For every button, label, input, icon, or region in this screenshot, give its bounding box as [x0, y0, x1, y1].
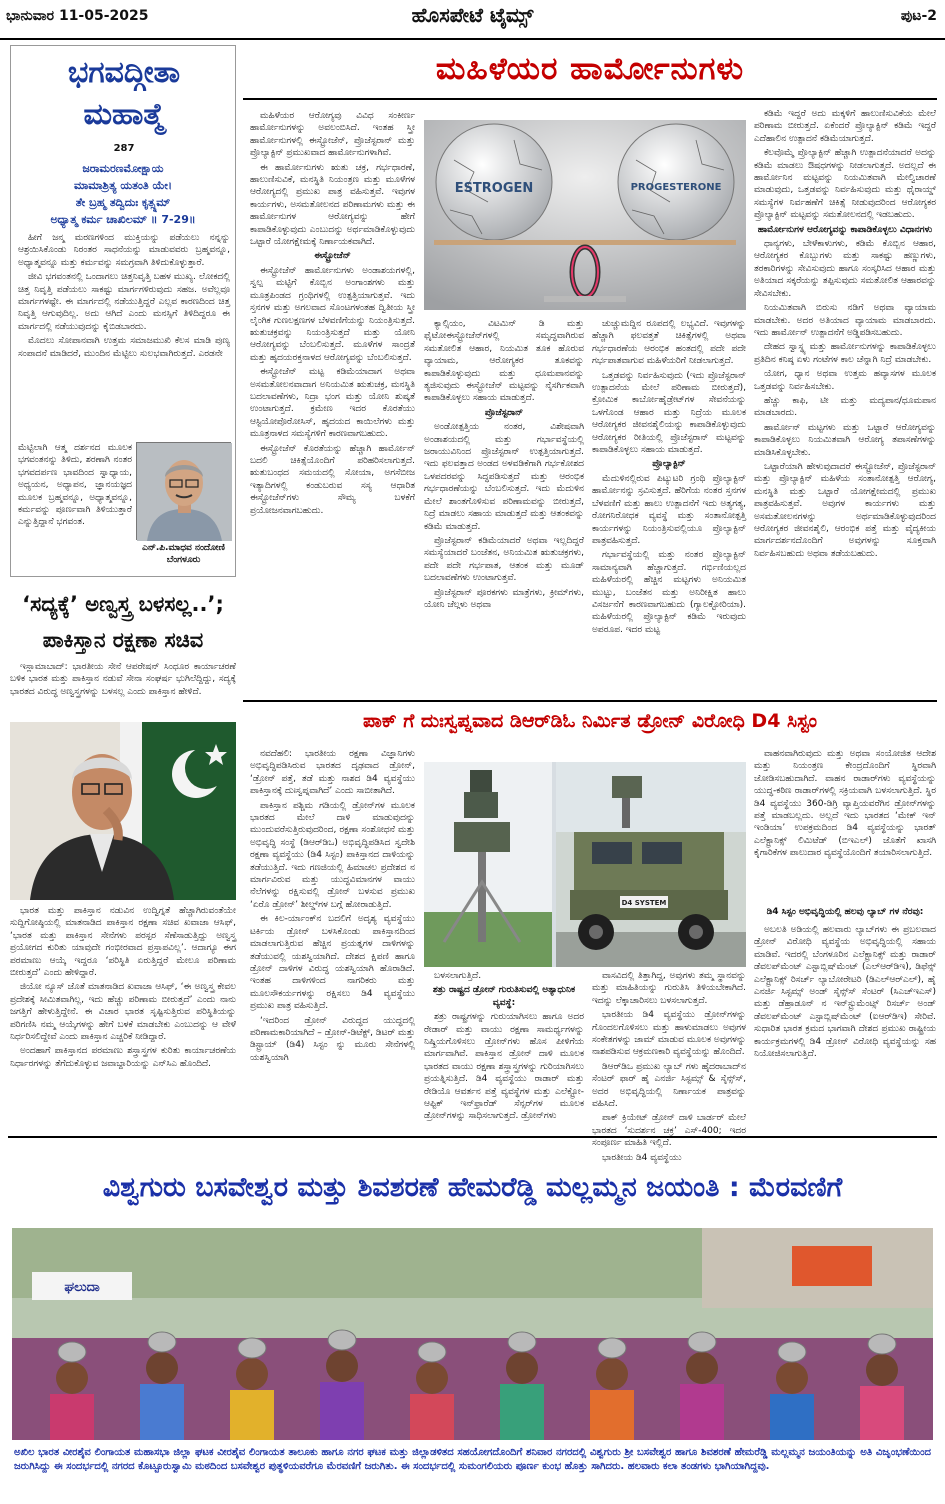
basava-jayanti-headline: ವಿಶ್ವಗುರು ಬಸವೇಶ್ವರ ಮತ್ತು ಶಿವಶರಣೆ ಹೇಮರೆಡ್ಡಿ ಮಲ್ಲಮ್ಮನ ಜಯಂತಿ : ಮೆರವಣಿಗೆ	[102, 1172, 843, 1203]
paragraph: ಕೆಲವೊಮ್ಮೆ ಪ್ರೊಲ್ಯಾಕ್ಟಿನ್ ಹೆಚ್ಚಾಗಿ ಉತ್ಪಾದನೆಯಾದರೆ ಅದನ್ನು ಕಡಿಮೆ ಮಾಡಲು ಔಷಧಗಳನ್ನು ನೀಡಲಾಗುತ್ತದೆ. ಅದಲ್ಲದೆ ಈ ಹಾರ್ಮೋನಿನ ಮಟ್ಟವನ್ನು ನಿಯಮಿತವಾಗಿ ಮೇಲ್ವಿಚಾರಣೆ ಮಾಡುವುದು, ಒತ್ತಡವನ್ನು ನಿರ್ವಹಿಸುವುದು ಮತ್ತು ಥೈರಾಯ್ಡ್ ಸಮಸ್ಯೆಗಳ ನಿರ್ವಹಣೆಗೆ ಚಿಕಿತ್ಸೆ ನೀಡುವುದರಿಂದ ಆರೋಗ್ಯಕರ ಪ್ರೊಲ್ಯಾಕ್ಟಿನ್ ಮಟ್ಟವನ್ನು ಸಮತೋಲನದಲ್ಲಿ ಇಡಬಹುದು.	[754, 148, 936, 221]
paragraph: ಪ್ರೊಜೆಸ್ಟರಾನ್ ಕಡಿಮೆಯಾದರೆ ಅಥವಾ ಇಲ್ಲದಿದ್ದರೆ ಸಮಸ್ಯೆಯಾದರೆ ಬಂಜೆತನ, ಅನಿಯಮಿತ ಋತುಚಕ್ರಗಳು, ಪದೇ ಪದೇ ಗರ್ಭಪಾತ, ಆತಂಕ ಮತ್ತು ಮೂಡ್ ಬದಲಾವಣೆಗಳು ಉಂಟಾಗುತ್ತವೆ.	[424, 535, 584, 584]
verse-line: ಅಧ್ಯಾತ್ಮ ಕರ್ಮ ಚಾಖಿಲಮ್ ॥ 7-29॥	[50, 213, 196, 226]
paragraph: ಮಹಿಳೆಯರ ಆರೋಗ್ಯವು ವಿವಿಧ ಸಂಕೀರ್ಣ ಹಾರ್ಮೋನುಗಳನ್ನು ಅವಲಂಬಿಸಿದೆ. ಇಂತಹ ಸ್ತ್ರೀ ಹಾರ್ಮೋನುಗಳಲ್ಲಿ ಈಸ್ಟ್ರೋಜೆನ್, ಪ್ರೊಜೆಸ್ಟರಾನ್ ಮತ್ತು ಪ್ರೊಲ್ಯಾಕ್ಟಿನ್ ಪ್ರಮುಖವಾದ ಹಾರ್ಮೋನುಗಳಾಗಿವೆ.	[250, 111, 415, 159]
subheading: ಶತ್ರು ರಾಷ್ಟ್ರದ ಡ್ರೋನ್ ಗುರುತಿಸುವಲ್ಲಿ ಅತ್ಯಾಧುನಿಕ ವ್ಯವಸ್ಥೆ:	[432, 985, 576, 1008]
author-name: ಎನ್.ಪಿ.ಮಾಧವ ನಂದೋಣಿ	[142, 543, 225, 553]
newspaper-title: ಹೊಸಪೇಟೆ ಟೈಮ್ಸ್	[411, 3, 534, 27]
headline-line: ‘ಸದ್ಯಕ್ಕೆ’ ಅಣ್ವಸ್ತ್ರ ಬಳಸಲ್ಲ..’;	[22, 592, 224, 616]
paragraph: ಈಸ್ಟ್ರೋಜೆನ್ ಮಟ್ಟ ಕಡಿಮೆಯಾದಾಗ ಅಥವಾ ಅಸಮತೋಲನವಾದಾಗ ಅನಿಯಮಿತ ಋತುಚಕ್ರ, ಮನಸ್ಥಿತಿ ಬದಲಾವಣೆಗಳು, ನಿದ್ರಾ ಭಂಗ ಮತ್ತು ಯೋನಿ ಶುಷ್ಕತೆ ಉಂಟಾಗುತ್ತದೆ. ಕ್ರಮೇಣ ಇದರ ಕೊರತೆಯು ಆಸ್ಟಿಯೋಪೊರೋಸಿಸ್, ಹೃದಯದ ಕಾಯಿಲೆಗಳು ಮತ್ತು ಮೂತ್ರನಾಳದ ಸಮಸ್ಯೆಗಳಿಗೆ ಕಾರಣವಾಗಬಹುದು.	[250, 367, 415, 440]
shop-sign: ಘಲುದಾ	[64, 1280, 100, 1295]
paragraph: ಗರ್ಭಾವಸ್ಥೆಯಲ್ಲಿ ಮತ್ತು ನಂತರ ಪ್ರೊಲ್ಯಾಕ್ಟಿನ್ ಸಾಮಾನ್ಯವಾಗಿ ಹೆಚ್ಚಾಗುತ್ತದೆ. ಗರ್ಭಿಣಿಯಲ್ಲದ ಮಹಿಳೆಯರಲ್ಲಿ ಹೆಚ್ಚಿನ ಮಟ್ಟಗಳು ಅನಿಯಮಿತ ಮುಟ್ಟು, ಬಂಜೆತನ ಮತ್ತು ಅನಿರೀಕ್ಷಿತ ಹಾಲು ವಿಸರ್ಜನೆಗೆ ಕಾರಣವಾಗಬಹುದು (ಗ್ಯಾಲಕ್ಟೋರಿಯಾ). ಮಹಿಳೆಯರಲ್ಲಿ ಪ್ರೊಲ್ಯಾಕ್ಟಿನ್ ಕಡಿಮೆ ಇರುವುದು ಅಪರೂಪ. ಇದರ ಮಟ್ಟ	[592, 550, 746, 635]
paragraph: ವಾಹನವಾಗಿರುವುದು ಮತ್ತು ಅಥವಾ ಸಂಯೋಜಿತ ಆದೇಶ ಮತ್ತು ನಿಯಂತ್ರಣ ಕೇಂದ್ರದೊಂದಿಗೆ ಸ್ಥಿರವಾಗಿ ಜೋಡಿಸಬಹುದಾಗಿದೆ. ವಾಹನ ರಾಡಾರ್‌ಗಳು ವ್ಯವಸ್ಥೆಯನ್ನು ಯುದ್ಧ-ಕಠಿಣ ರಾಡಾರ್‌ಗಳಲ್ಲಿ ಸಕ್ರಿಯವಾಗಿ ಬಳಸಲಾಗುತ್ತಿದೆ. ಸ್ಥಿರ ಡಿ4 ವ್ಯವಸ್ಥೆಯು 360-ಡಿಗ್ರಿ ವ್ಯಾಪ್ತಿಯವರೆಗಿನ ಡ್ರೋನ್‌ಗಳನ್ನು ಪತ್ತೆ ಮಾಡಬಲ್ಲದು. ಅಲ್ಲದೆ ಇದು ಭಾರತದ ‘ಮೇಕ್ ಇನ್ ಇಂಡಿಯಾ’ ಉಪಕ್ರಮದಿಂದ ಡಿ4 ವ್ಯವಸ್ಥೆಯನ್ನು ಭಾರತ್ ಎಲೆಕ್ಟ್ರಾನಿಕ್ಸ್ ಲಿಮಿಟೆಡ್ (ಬಿಇಎಲ್) ಜೊತೆಗೆ ಖಾಸಗಿ ಕೈಗಾರಿಕೆಗಳ ಪಾಲುದಾರ ವ್ಯವಸ್ಥೆಯೊಂದಿಗೆ ತಯಾರಿಸಲಾಗುತ್ತಿದೆ.	[754, 749, 936, 859]
paragraph: ಜಿಯೋ ನ್ಯೂಸ್ ಜೊತೆ ಮಾತನಾಡಿದ ಖವಾಜಾ ಆಸಿಫ್, ‘ಈ ಅಣ್ವಸ್ತ್ರ ಕೇವಲ ಪ್ರದೇಶಕ್ಕೆ ಸೀಮಿತವಾಗಿಲ್ಲ, ಇದು ಹೆಚ್ಚು ಪರಿಣಾಮ ಬೀರುತ್ತದೆ’ ಎಂದು ನಾನು ಜಗತ್ತಿಗೆ ಹೇಳುತ್ತಿದ್ದೇನೆ. ಈ ವಿಚಾರ ಭಾರತ ಸೃಷ್ಟಿಸುತ್ತಿರುವ ಪರಿಸ್ಥಿತಿಯನ್ನು ಪರಿಗಣಿಸಿ ನಮ್ಮ ಆಯ್ಕೆಗಳನ್ನು ಹೇಗೆ ಬಳಕೆ ಮಾಡಬೇಕು ಎಂಬುದನ್ನು ಆ ವೇಳೆ ನಿರ್ಧರಿಸಲಿದ್ದೇವೆ ಎಂದು ಪಾಕಿಸ್ತಾನ ಎಚ್ಚರಿಕೆ ನೀಡಿದ್ದಾರೆ.	[10, 982, 236, 1043]
header-divider	[0, 38, 945, 40]
paragraph: ಈಸ್ಟ್ರೋಜೆನ್ ಕೊರತೆಯನ್ನು ಹೆಚ್ಚಾಗಿ ಹಾರ್ಮೋನ್ ಬದಲಿ ಚಿಕಿತ್ಸೆಯೊಂದಿಗೆ ಪರಿಹರಿಸಲಾಗುತ್ತದೆ. ಋತುಬಂಧದ ಸಮಯದಲ್ಲಿ ಸೋಯಾ, ಅಗಸೆಬೀಜ ಇತ್ಯಾದಿಗಳಲ್ಲಿ ಕಂಡುಬರುವ ಸಸ್ಯ ಆಧಾರಿತ ಈಸ್ಟ್ರೋಜೆನ್‌ಗಳು ಸೌಮ್ಯ ಬಳಕೆಗೆ ಪ್ರಯೋಜನವಾಗಬಹುದು.	[250, 443, 415, 516]
estrogen-progesterone-balance-icon	[424, 120, 746, 310]
paragraph: ನವದೆಹಲಿ: ಭಾರತೀಯ ರಕ್ಷಣಾ ವಿಜ್ಞಾನಿಗಳು ಅಭಿವೃದ್ಧಿಪಡಿಸಿರುವ ಭಾರತದ ದೃಢವಾದ ಡ್ರೋನ್, ‘ಡ್ರೋನ್ ಪತ್ತೆ, ತಡೆ ಮತ್ತು ನಾಶದ ಡಿ4 ವ್ಯವಸ್ಥೆಯು ಪಾಕಿಸ್ತಾನಕ್ಕೆ ದುಃಸ್ವಪ್ನವಾಗಿದೆ’ ಎಂದು ಸಾಬೀತಾಗಿದೆ.	[250, 749, 415, 797]
gita-episode-number: 287	[113, 143, 135, 154]
section-divider	[243, 700, 937, 702]
estrogen-label: ESTROGEN	[454, 181, 534, 196]
drdo-column-4-continued	[754, 924, 936, 1128]
author-credit	[136, 542, 231, 566]
paragraph: ಶತ್ರು ರಾಷ್ಟ್ರಗಳನ್ನು ಗುರುಯಾಗಿಸಲು ಹಾಗೂ ಅದರ ರೇಡಾರ್ ಮತ್ತು ವಾಯು ರಕ್ಷಣಾ ಸಾಮರ್ಥ್ಯಗಳನ್ನು ನಿಷ್ಕ್ರಿಯಗೊಳಿಸಲು ಡ್ರೋನ್‌ಗಳು ಹೊಸ ಪೀಳಿಗೆಯ ಮಾರ್ಗವಾಗಿವೆ. ಪಾಕಿಸ್ತಾನ ಡ್ರೋನ್ ದಾಳಿ ಮೂಲಕ ಭಾರತದ ವಾಯು ರಕ್ಷಣಾ ಶಸ್ತ್ರಾಸ್ತ್ರಗಳನ್ನು ಗುರಿಯಾಗಿಸಲು ಪ್ರಯತ್ನಿಸುತ್ತಿದೆ. ಡಿ4 ವ್ಯವಸ್ಥೆಯು ರಾಡಾರ್ ಮತ್ತು ರೇಡಿಯೊ ಆವರ್ತನ ಪತ್ತೆ ವ್ಯವಸ್ಥೆಗಳ ಮತ್ತು ಎಲೆಕ್ಟ್ರೋ-ಆಪ್ಟಿಕ್ ಇನ್‌ಫ್ರಾರೆಡ್ ಸೆನ್ಸರ್‌ಗಳ ಮೂಲಕ ಡ್ರೋನ್‌ಗಳನ್ನು ಸಾಧಿಸಲಾಗುತ್ತದೆ. ಡ್ರೋನ್‌ಗಳು	[424, 1012, 584, 1122]
paragraph: ಧಾನ್ಯಗಳು, ಬೇಳೆಕಾಳುಗಳು, ಕಡಿಮೆ ಕೊಬ್ಬಿನ ಆಹಾರ, ಆರೋಗ್ಯಕರ ಕೊಬ್ಬುಗಳು ಮತ್ತು ಸಾಕಷ್ಟು ಹಣ್ಣುಗಳು, ತರಕಾರಿಗಳನ್ನು ಸೇವಿಸುವುದು ಹಾಗೂ ಸಂಸ್ಕರಿಸಿದ ಆಹಾರ ಮತ್ತು ಅತಿಯಾದ ಸಕ್ಕರೆಯನ್ನು ತಪ್ಪಿಸುವುದು ಸಮತೋಲಿತ ಆಹಾರವನ್ನು ಸೇವಿಸಬೇಕು.	[754, 239, 936, 299]
paragraph: ಒಟ್ಟಾರೆಯಾಗಿ ಹೇಳುವುದಾದರೆ ಈಸ್ಟ್ರೋಜೆನ್, ಪ್ರೊಜೆಸ್ಟರಾನ್ ಮತ್ತು ಪ್ರೊಲ್ಯಾಕ್ಟಿನ್ ಮಹಿಳೆಯ ಸಂತಾನೋತ್ಪತ್ತಿ ಆರೋಗ್ಯ, ಮನಸ್ಥಿತಿ ಮತ್ತು ಒಟ್ಟಾರೆ ಯೋಗಕ್ಷೇಮದಲ್ಲಿ ಪ್ರಮುಖ ಪಾತ್ರವಹಿಸುತ್ತವೆ. ಅವುಗಳ ಕಾರ್ಯಗಳು ಮತ್ತು ಅಸಮತೋಲನಗಳನ್ನು ಅರ್ಥಮಾಡಿಕೊಳ್ಳುವುದರಿಂದ ಆರೋಗ್ಯಕರ ಜೀವನಶೈಲಿ, ಆರಂಭಿಕ ಪತ್ತೆ ಮತ್ತು ವೈದ್ಯಕೀಯ ಮಾರ್ಗದರ್ಶನದೊಂದಿಗೆ ಅವುಗಳನ್ನು ಸೂಕ್ತವಾಗಿ ನಿರ್ವಹಿಸಬಹುದು ಅಥವಾ ತಡೆಯಬಹುದು.	[754, 461, 936, 559]
subheading: ಪ್ರೊಜೆಸ್ಟರಾನ್	[484, 407, 524, 418]
anti-drone-vehicle-icon	[424, 762, 746, 967]
gita-body-text-continued	[18, 442, 132, 572]
subheading: ಈಸ್ಟ್ರೋಜೆನ್	[314, 251, 351, 262]
gita-body-text	[18, 232, 230, 442]
paragraph: ಈ ಕಿಲ-ರ್ಯಾಂಕ್‌ನ ಬದಲಿಗೆ ಅದೃಶ್ಯ ವ್ಯವಸ್ಥೆಯು ಟರ್ಕಿಯ ಡ್ರೋನ್ ಬಳಸಿಕೊಂಡು ಪಾಕಿಸ್ತಾನದಿಂದ ಮಾಡಲಾಗುತ್ತಿರುವ ಹೆಚ್ಚಿನ ಪ್ರಯತ್ನಗಳ ದಾಳಿಗಳನ್ನು ತಡೆಯುವಲ್ಲಿ ಯಶಸ್ವಿಯಾಗಿದೆ. ದೇಶದ ಕ್ಷಿಪಣಿ ಹಾಗೂ ಡ್ರೋನ್ ದಾಳಿಗಳ ವಿರುದ್ಧ ಯಶಸ್ವಿಯಾಗಿ ಹೊರಾಡಿದೆ. ಇಂತಹ ದಾಳಿಗಳಿಂದ ನಾಗರಿಕರು ಮತ್ತು ಮೂಲಸೌಕರ್ಯಗಳನ್ನು ರಕ್ಷಿಸಲು ಡಿ4 ವ್ಯವಸ್ಥೆಯು ಪ್ರಮುಖ ಪಾತ್ರ ವಹಿಸುತ್ತಿದೆ.	[250, 914, 415, 1012]
paragraph: ಈಸ್ಟ್ರೋಜೆನ್ ಹಾರ್ಮೋನುಗಳು ಅಂಡಾಶಯಗಳಲ್ಲಿ, ಸ್ವಲ್ಪ ಮಟ್ಟಿಗೆ ಕೊಬ್ಬಿನ ಅಂಗಾಂಶಗಳು ಮತ್ತು ಮೂತ್ರಪಿಂಡದ ಗ್ರಂಥಿಗಳಲ್ಲಿ ಉತ್ಪತ್ತಿಯಾಗುತ್ತವೆ. ಇದು ಸ್ತನಗಳ ಮತ್ತು ಅಗಲವಾದ ಸೊಂಟಗಳಂತಹ ದ್ವಿತೀಯ ಸ್ತ್ರೀ ಲೈಂಗಿಕ ಗುಣಲಕ್ಷಣಗಳ ಬೆಳವಣಿಗೆಯನ್ನು ನಿಯಂತ್ರಿಸುತ್ತದೆ. ಋತುಚಕ್ರವನ್ನು ನಿಯಂತ್ರಿಸುತ್ತದೆ ಮತ್ತು ಯೋನಿ ಆರೋಗ್ಯವನ್ನು ಬೆಂಬಲಿಸುತ್ತದೆ. ಮೂಳೆಗಳ ಸಾಂದ್ರತೆ ಮತ್ತು ಹೃದಯರಕ್ತನಾಳದ ಆರೋಗ್ಯವನ್ನು ಬೆಂಬಲಿಸುತ್ತದೆ.	[250, 265, 415, 363]
drdo-column-1	[250, 748, 415, 1128]
pakistan-lead	[10, 661, 236, 721]
hormones-column-1	[250, 110, 415, 690]
paragraph: ಭಾರತೀಯ ಡಿ4 ವ್ಯವಸ್ಥೆಯು ಡ್ರೋನ್‌ಗಳನ್ನು ಗೊಂದಲಗೊಳಿಸಲು ಮತ್ತು ಹಾಳುಮಾಡಲು ಅವುಗಳ ಸಂಕೇತಗಳನ್ನು ಜಾಮ್ ಮಾಡುವ ಮೂಲಕ ಅವುಗಳನ್ನು ನಾಶಪಡಿಸುವ ಆಕ್ರಮಣಕಾರಿ ವ್ಯವಸ್ಥೆಯನ್ನು ಹೊಂದಿದೆ.	[592, 1010, 746, 1058]
hormone-balance-image	[424, 120, 746, 310]
section-divider	[8, 1136, 937, 1138]
subheading: ಪ್ರೊಲ್ಯಾಕ್ಟಿನ್	[652, 459, 686, 470]
paragraph: ಚುಚ್ಚುಮದ್ದಿನ ರೂಪದಲ್ಲಿ ಲಭ್ಯವಿದೆ. ಇವುಗಳನ್ನು ಹೆಚ್ಚಾಗಿ ಫಲವತ್ತತೆ ಚಿಕಿತ್ಸೆಗಳಲ್ಲಿ ಅಥವಾ ಗರ್ಭಧಾರಣೆಯ ಆರಂಭಿಕ ಹಂತದಲ್ಲಿ ಪದೇ ಪದೇ ಗರ್ಭಪಾತವಾಗುವ ಮಹಿಳೆಯರಿಗೆ ನೀಡಲಾಗುತ್ತದೆ.	[592, 319, 746, 367]
verse-line: ಮಾಮಾಶ್ರಿತ್ಯ ಯತಂತಿ ಯೇ।	[73, 179, 173, 192]
procession-crowd-icon	[12, 1228, 933, 1440]
drdo-subheading: ಡಿ4 ಸಿಸ್ಟಂ ಅಭಿವೃದ್ಧಿಯಲ್ಲಿ ಹಲವು ಲ್ಯಾಬ್ ಗಳ ನೆರವು:	[766, 907, 924, 917]
defence-minister-photo	[10, 722, 236, 900]
paragraph: ಅಬಲತಿ ಅಡಿಯಲ್ಲಿ ಹಲವಾರು ಲ್ಯಾಬ್‌ಗಳು ಈ ಪ್ರಬಲವಾದ ಡ್ರೋನ್ ವಿರೋಧಿ ವ್ಯವಸ್ಥೆಯ ಅಭಿವೃದ್ಧಿಯಲ್ಲಿ ಸಹಾಯ ಮಾಡಿವೆ. ಇದರಲ್ಲಿ ಬೆಂಗಳೂರಿನ ಎಲೆಕ್ಟ್ರಾನಿಕ್ಸ್ ಮತ್ತು ರಾಡಾರ್ ಡೆವಲಪ್‌ಮೆಂಟ್ ಎಸ್ಟಾಬ್ಲಿಷ್‌ಮೆಂಟ್ (ಎಲ್‌ಆರ್‌ಡಿಇ), ಡಿಫೆನ್ಸ್ ಎಲೆಕ್ಟ್ರಾನಿಕ್ಸ್ ರಿಸರ್ಚ್ ಲ್ಯಾಬೋರೇಟರಿ (ಡಿಎಲ್‌ಆರ್‌ಎಲ್), ಹೈ ಎನರ್ಜಿ ಸಿಸ್ಟಮ್ಸ್ ಅಂಡ್ ಸೈನ್ಸ್‌ಸ್ ಸೆಂಟರ್ (ಸಿಎಚ್‌ಇಎಸ್) ಮತ್ತು ಡೆಹ್ರಾಡೂನ್ ನ ಇನ್‌ಸ್ಟ್ರುಮೆಂಟ್ಸ್ ರಿಸರ್ಚ್ ಅಂಡ್ ಡೆವಲಪ್‌ಮೆಂಟ್ ಎಸ್ಟಾಬ್ಲಿಷ್‌ಮೆಂಟ್ (ಐಆರ್‌ಡಿಇ) ಸೇರಿವೆ. ಸುಧಾರಿತ ಭಾರತ ಕ್ರಮದ ಭಾಗವಾಗಿ ದೇಶದ ಪ್ರಮುಖ ರಾಷ್ಟ್ರೀಯ ಕಾರ್ಯಕ್ರಮಗಳಲ್ಲಿ ಡಿ4 ಡ್ರೋನ್ ವಿರೋಧಿ ವ್ಯವಸ್ಥೆಯನ್ನು ಸಹ ನಿಯೋಜಿಸಲಾಗುತ್ತಿದೆ.	[754, 925, 936, 1060]
paragraph: ಡಿಆರ್‌ಡಿಒ ಪ್ರಮುಖ ಲ್ಯಾಬ್ ಗಳು ಹೈದರಾಬಾದ್‌ನ ಸೆಂಟರ್ ಫಾರ್ ಹೈ ಎನರ್ಜಿ ಸಿಸ್ಟಮ್ಸ್ & ಸೈನ್ಸ್‌ಸ್, ಅದರ ಅಭಿವೃದ್ಧಿಯಲ್ಲಿ ನಿರ್ಣಾಯಕ ಪಾತ್ರವನ್ನು ವಹಿಸಿದೆ.	[592, 1061, 746, 1110]
verse-line: ತೇ ಬ್ರಹ್ಮ ತದ್ವಿದುಃ ಕೃತ್ಸ್ನಮ್	[75, 196, 171, 209]
hormones-column-4	[754, 108, 936, 690]
paragraph: ಹೆಚ್ಚು ಕಾಫಿ, ಟೀ ಮತ್ತು ಮದ್ಯಪಾನ/ಧೂಮಪಾನ ಮಾಡಬಾರದು.	[754, 395, 936, 419]
paragraph: ಅಂದಹಾಗೆ ಪಾಕಿಸ್ತಾನದ ಪರಮಾಣು ಶಸ್ತ್ರಾಸ್ತ್ರಗಳ ಕುರಿತು ಕಾರ್ಯಾಚರಣೆಯ ನಿರ್ಧಾರಗಳನ್ನು ತೆಗೆದುಕೊಳ್ಳುವ ಜವಾಬ್ದಾರಿಯನ್ನು ಎನ್‌ಸಿಎ ಹೊಂದಿದೆ.	[10, 1046, 236, 1069]
section-divider	[243, 98, 937, 100]
paragraph: ಬಳಸಲಾಗುತ್ತಿದೆ.	[434, 971, 482, 981]
author-portrait-icon	[137, 443, 232, 541]
issue-date: ಭಾನುವಾರ 11-05-2025	[6, 8, 149, 24]
drdo-headline: ಪಾಕ್ ಗೆ ದುಃಸ್ವಪ್ನವಾದ ಡಿಆರ್‌ಡಿಓ ನಿರ್ಮಿತ ಡ್ರೋನ್ ವಿರೋಧಿ D4 ಸಿಸ್ಟಂ	[362, 710, 817, 732]
gita-title-line2: ಮಹಾತ್ಮೆ	[83, 97, 165, 132]
paragraph: ಯೋಗ, ಧ್ಯಾನ ಅಥವಾ ಉತ್ತಮ ಹವ್ಯಾಸಗಳ ಮೂಲಕ ಒತ್ತಡವನ್ನು ನಿರ್ವಹಿಸಬೇಕು.	[754, 369, 936, 392]
hormones-column-3	[592, 318, 746, 690]
drdo-column-4	[754, 748, 936, 903]
paragraph: ಪಾಕಿಸ್ತಾನ ಪಶ್ಚಿಮ ಗಡಿಯಲ್ಲಿ ಡ್ರೋನ್‌ಗಳ ಮೂಲಕ ಭಾರತದ ಮೇಲೆ ದಾಳಿ ಮಾಡುವುದನ್ನು ಮುಂದುವರೆಸುತ್ತಿರುವುದರಿಂದ, ರಕ್ಷಣಾ ಸಂಶೋಧನೆ ಮತ್ತು ಅಭಿವೃದ್ಧಿ ಸಂಸ್ಥೆ (ಡಿಆರ್‌ಡಿಒ) ಅಭಿವೃದ್ಧಿಪಡಿಸಿದ ಸ್ವದೇಶಿ ರಕ್ಷಣಾ ವ್ಯವಸ್ಥೆಯು (ಡಿ4 ಸಿಸ್ಟಂ) ಪಾಕಿಸ್ತಾನದ ದಾಳಿಯನ್ನು ತಡೆಯುತ್ತಿದೆ. ಇದು ಗಣಜಿಯಲ್ಲಿ ಹಿಮಾಚಲ ಪ್ರದೇಶದ ನ ಮಾರ್ಗವಿರುವ ಮತ್ತು ಯುದ್ಧವಿಮಾನಗಳ ವಾಯು ನೆಲೆಗಳನ್ನು ರಕ್ಷಿಸುವಲ್ಲಿ ಡ್ರೋನ್ ಬಳಸುವ ಪ್ರಮುಖ ‘ಏರೊ ಡ್ರೋನ್’ ಶೀಲ್ಡ್‌ಗಳ ಬಗ್ಗೆ ಹೋರಾಡುತ್ತಿದೆ.	[250, 800, 415, 910]
paragraph: ಪಾಕ್ ಕ್ರಿಯೇಟ್ ಡ್ರೋನ್ ದಾಳಿ ಬಾರ್ಡರ್ ಮೇಲೆ ಭಾರತದ ‘ಸುದರ್ಶನ ಚಕ್ರ’ ಎಸ್-400; ಇದರ ಸಂಪೂರ್ಣ ಮಾಹಿತಿ ಇಲ್ಲಿದೆ.	[592, 1113, 746, 1149]
paragraph: ಹಾರ್ಮೋನ್ ಮಟ್ಟಗಳು ಮತ್ತು ಒಟ್ಟಾರೆ ಆರೋಗ್ಯವನ್ನು ಕಾಪಾಡಿಕೊಳ್ಳಲು ನಿಯಮಿತವಾಗಿ ಆರೋಗ್ಯ ತಪಾಸಣೆಗಳನ್ನು ಮಾಡಿಸಿಕೊಳ್ಳಬೇಕು.	[754, 422, 936, 458]
pakistan-headline	[10, 586, 236, 658]
author-city: ಬೆಂಗಳೂರು	[166, 555, 201, 565]
drdo-column-2	[424, 970, 584, 1128]
hormones-column-2	[424, 318, 584, 690]
gita-title	[14, 52, 234, 136]
paragraph: ನಿಯಮಿತವಾಗಿ ಬಿರುಸು ನಡಿಗೆ ಅಥವಾ ವ್ಯಾಯಾಮ ಮಾಡಬೇಕು. ಅದರ ಅತಿಯಾದ ವ್ಯಾಯಾಮ ಮಾಡಬಾರದು. ಇದು ಹಾರ್ಮೋನ್ ಉತ್ಪಾದನೆಗೆ ಅಡ್ಡಿಪಡಿಸಬಹುದು.	[754, 303, 936, 338]
gita-title-line1: ಭಗವದ್ಗೀತಾ	[67, 55, 181, 90]
hormones-headline: ಮಹಿಳೆಯರ ಹಾರ್ಮೋನುಗಳು	[435, 51, 745, 87]
subheading: ಹಾರ್ಮೋನುಗಳ ಆರೋಗ್ಯವನ್ನು ಕಾಪಾಡಿಕೊಳ್ಳಲು ವಿಧಾನಗಳು	[757, 224, 933, 235]
minister-portrait-icon	[10, 722, 236, 900]
paragraph: ಮೆಟ್ಟಿಲಾಗಿ ಆತ್ಮ ದರ್ಶನದ ಮೂಲಕ ಭಗವಂತನನ್ನು ತಿಳಿದು, ಶರಣಾಗಿ ನಂತರ ಭಗವದರ್ಪಣ ಭಾವದಿಂದ ಸ್ವಾಧ್ಯಾಯ, ಅಧ್ಯಯನ, ಅಧ್ಯಾಪನ, ಜ್ಞಾನಯಜ್ಞದ ಮೂಲಕ ಬ್ರಹ್ಮವನ್ನೂ, ಅಧ್ಯಾತ್ಮವನ್ನೂ, ಕರ್ಮವನ್ನು ಪೂರ್ಣವಾಗಿ ತಿಳಿಯುತ್ತಾರೆ ಎನ್ನುತ್ತಿದ್ದಾನೆ ಭಗವಂತ.	[18, 443, 132, 528]
pakistan-body-text	[10, 905, 236, 1130]
paragraph: ಭಾರತ ಮತ್ತು ಪಾಕಿಸ್ತಾನ ನಡುವಿನ ಉದ್ವಿಗ್ನತೆ ಹೆಚ್ಚಾಗಿರುವಂತೆಯೇ ಸುದ್ದಿಗೋಷ್ಠಿಯಲ್ಲಿ ಮಾತನಾಡಿದ ಪಾಕಿಸ್ತಾನ ರಕ್ಷಣಾ ಸಚಿವ ಖವಾಜಾ ಆಸಿಫ್, ‘ಭಾರತ ಮತ್ತು ಪಾಕಿಸ್ತಾನ ಸೇನೆಗಳು ಪರಸ್ಪರ ಸೆಣೆಸಾಡುತ್ತಿದ್ದು ಅಣ್ವಸ್ತ್ರ ಪ್ರಯೋಗದ ಕುರಿತು ಯಾವುದೇ ಗಂಭೀರವಾದ ಪ್ರಸ್ತಾಪವಿಲ್ಲ’. ಆದಾಗ್ಯೂ ಈಗ ಪರಮಾಣು ಆಯ್ಕೆ ಇದ್ದರೂ ‘ಪರಿಸ್ಥಿತಿ ಏರುತ್ತಿದ್ದರೆ ಮೇಲೂ ಪರಿಣಾಮ ಬೀರುತ್ತದೆ’ ಎಂದು ಹೇಳಿದ್ದಾರೆ.	[10, 906, 236, 979]
paragraph: ದೇಹದ ಸ್ವಾಸ್ಥ್ಯ ಮತ್ತು ಹಾರ್ಮೋನುಗಳನ್ನು ಕಾಪಾಡಿಕೊಳ್ಳಲು ಪ್ರತಿದಿನ ಕನಿಷ್ಠ ಏಳು ಗಂಟೆಗಳ ಕಾಲ ಚೆನ್ನಾಗಿ ನಿದ್ರೆ ಮಾಡಬೇಕು.	[754, 342, 936, 365]
paragraph: ಇಸ್ಲಾಮಾಬಾದ್: ಭಾರತೀಯ ಸೇನೆ ಆಪರೇಷನ್ ಸಿಂಧೂರ ಕಾರ್ಯಾಚರಣೆ ಬಳಿಕ ಭಾರತ ಮತ್ತು ಪಾಕಿಸ್ತಾನ ನಡುವೆ ಸೇನಾ ಸಂಘರ್ಷ ಭುಗಿಲೆದ್ದಿದ್ದು, ಸದ್ಯಕ್ಕೆ ಭಾರತದ ವಿರುದ್ಧ ಅಣ್ವಸ್ತ್ರಗಳನ್ನು ಬಳಸಲ್ಲ ಎಂದು ಪಾಕಿಸ್ತಾನ ಹೇಳಿದೆ.	[10, 662, 236, 697]
d4-system-photo	[424, 762, 746, 967]
verse-line: ಜರಾಮರಣಮೋಕ್ಷಾಯ	[82, 162, 164, 175]
paragraph: ಭಾರತೀಯ ಡಿ4 ವ್ಯವಸ್ಥೆಯು	[602, 1152, 682, 1163]
paragraph: ಒತ್ತಡವನ್ನು ನಿರ್ವಹಿಸುವುದು (ಇದು ಪ್ರೊಜೆಸ್ಟರಾನ್ ಉತ್ಪಾದನೆಯ ಮೇಲೆ ಪರಿಣಾಮ ಬೀರುತ್ತದೆ), ಕ್ರೋಮಿಕ ಕಾರ್ಬೋಹೈಡ್ರೇಟ್‌ಗಳ ಸೇವನೆಯನ್ನು ಒಳಗೊಂಡ ಆಹಾರ ಮತ್ತು ನಿದ್ರೆಯ ಮೂಲಕ ಆರೋಗ್ಯಕರ ಜೀವನಶೈಲಿಯನ್ನು ಕಾಪಾಡಿಕೊಳ್ಳುವುದು ಆರೋಗ್ಯಕರ ರೀತಿಯಲ್ಲಿ ಪ್ರೊಜೆಸ್ಟರಾನ್ ಮಟ್ಟವನ್ನು ಕಾಪಾಡಿಕೊಳ್ಳಲು ಸಹಾಯ ಮಾಡುತ್ತದೆ.	[592, 370, 746, 456]
paragraph: ಕ್ಯಾಲ್ಸಿಯಂ, ವಿಟಮಿನ್ ಡಿ ಮತ್ತು ಫೈಟೋಈಸ್ಟ್ರೋಜೆನ್‌ಗಳಲ್ಲಿ ಸಮೃದ್ಧವಾಗಿರುವ ಸಮತೋಲಿತ ಆಹಾರ, ನಿಯಮಿತ ತೂಕ ಹೊರುವ ವ್ಯಾಯಾಮ, ಆರೋಗ್ಯಕರ ತೂಕವನ್ನು ಕಾಪಾಡಿಕೊಳ್ಳುವುದು ಮತ್ತು ಧೂಮಪಾನವನ್ನು ತ್ಯಜಿಸುವುದು ಈಸ್ಟ್ರೋಜೆನ್ ಮಟ್ಟವನ್ನು ನೈಸರ್ಗಿಕವಾಗಿ ಕಾಪಾಡಿಕೊಳ್ಳಲು ಸಹಾಯ ಮಾಡುತ್ತದೆ.	[424, 319, 584, 404]
headline-line: ಪಾಕಿಸ್ತಾನ ರಕ್ಷಣಾ ಸಚಿವ	[42, 628, 204, 652]
gita-verse	[18, 160, 228, 228]
paragraph: ಜೀವಿ ಭಗವಂತನಲ್ಲಿ ಒಂದಾಗಲು ಚಿತ್ತನಿವೃತ್ತಿ ಬಹಳ ಮುಖ್ಯ. ಲೋಕದಲ್ಲಿ ಚಿತ್ತ ನಿವೃತ್ತಿ ಪಡೆಯಲು ಸಾಕಷ್ಟು ಮಾರ್ಗಗಳಿರುವುದು ಸಹಜ. ಅವೆಲ್ಲವೂ ಮಾರ್ಗಗಳಷ್ಟೇ. ಈ ಮಾರ್ಗದಲ್ಲಿ ನಡೆಯುತ್ತಿದ್ದರೆ ಎಲ್ಲವ ಕಾರಣದಿಂದ ಚಿತ್ತ ನಿವೃತ್ತಿ ಆಗುವುದಿಲ್ಲ. ಅದು ಆಗಿದೆ ಎಂದು ಮನಸ್ಸಿಗೆ ತಿಳಿದಿದ್ದರೂ ಈ ಮಾರ್ಗದಲ್ಲಿ ನಡೆಯುವುದನ್ನು ಕೈಬಿಡಬಾರದು.	[18, 272, 230, 332]
paragraph: ಈ ಹಾರ್ಮೋನುಗಳು ಋತು ಚಕ್ರ, ಗರ್ಭಧಾರಣೆ, ಹಾಲುಣಿಸುವಿಕೆ, ಮನಸ್ಥಿತಿ ನಿಯಂತ್ರಣ ಮತ್ತು ಮೂಳೆಗಳ ಆರೋಗ್ಯದಲ್ಲಿ ಪ್ರಮುಖ ಪಾತ್ರ ವಹಿಸುತ್ತವೆ. ಇವುಗಳ ಕಾರ್ಯಗಳು, ಅಸಮತೋಲನದ ಪರಿಣಾಮಗಳು ಮತ್ತು ಈ ಹಾರ್ಮೋನುಗಳ ಆರೋಗ್ಯವನ್ನು ಹೇಗೆ ಕಾಪಾಡಿಕೊಳ್ಳುವುದು ಎಂಬುದನ್ನು ಅರ್ಥಮಾಡಿಕೊಳ್ಳುವುದು ಒಟ್ಟಾರೆ ಯೋಗಕ್ಷೇಮಕ್ಕೆ ನಿರ್ಣಾಯಕವಾಗಿದೆ.	[250, 162, 415, 248]
page-number: ಪುಟ-2	[900, 8, 937, 24]
author-photo	[136, 442, 231, 540]
paragraph: ಮೊದಲು ಸೋಪಾನವಾಗಿ ಉತ್ತಮ ಸಮಾಜಮುಖಿ ಕೆಲಸ ಮಾಡಿ ಪುಣ್ಯ ಸಂಪಾದನೆ ಮಾಡಿದರೆ, ಮುಂದಿನ ಮೆಟ್ಟಿಲು ಸುಲಭವಾಗಿರುತ್ತದೆ. ಎರಡನೇ	[18, 336, 230, 359]
paragraph: ಮೆದುಳಿನಲ್ಲಿರುವ ಪಿಟ್ಯುಟರಿ ಗ್ರಂಥಿ ಪ್ರೊಲ್ಯಾಕ್ಟಿನ್ ಹಾರ್ಮೋನನ್ನು ಸ್ರವಿಸುತ್ತದೆ. ಹೆರಿಗೆಯ ನಂತರ ಸ್ತನಗಳ ಬೆಳವಣಿಗೆ ಮತ್ತು ಹಾಲು ಉತ್ಪಾದನೆಗೆ ಇದು ಅತ್ಯಗತ್ಯ, ರೋಗನಿರೋಧಕ ವ್ಯವಸ್ಥೆ ಮತ್ತು ಸಂತಾನೋತ್ಪತ್ತಿ ಕಾರ್ಯಗಳನ್ನು ನಿಯಂತ್ರಿಸುವಲ್ಲಿಯೂ ಪ್ರೊಲ್ಯಾಕ್ಟಿನ್ ಪಾತ್ರವಹಿಸುತ್ತದೆ.	[592, 473, 746, 546]
paragraph: ವಾಸವಿದಲ್ಲಿ ತಿತ್ತಾಗಿದ್ದ, ಅವುಗಳು ತಮ್ಮ ಸ್ಥಾನವನ್ನು ಮತ್ತು ಮಾಹಿತಿಯನ್ನು ಗುರುತಿಸಿ ತಿಳಿಯಬೇಕಾಗಿದೆ. ಇದನ್ನು ಲೆಕ್ಕಾಚಾರಿಸಲು ಬಳಸಲಾಗುತ್ತದೆ.	[592, 971, 746, 1006]
paragraph: ಕಡಿಮೆ ಇದ್ದರೆ ಅದು ಮಕ್ಕಳಿಗೆ ಹಾಲುಣಿಸುವಿಕೆಯ ಮೇಲೆ ಪರಿಣಾಮ ಬೀರುತ್ತದೆ. ಏಕೆಂದರೆ ಪ್ರೊಲ್ಯಾಕ್ಟಿನ್ ಕಡಿಮೆ ಇದ್ದರೆ ಎದೆಹಾಲಿನ ಉತ್ಪಾದನೆ ಕಡಿಮೆಯಾಗುತ್ತದೆ.	[754, 109, 936, 144]
paragraph: ಪ್ರೊಜೆಸ್ಟರಾನ್ ಪೂರಕಗಳು ಮಾತ್ರೆಗಳು, ಕ್ರೀಮ್‌ಗಳು, ಯೋನಿ ಜೆಲ್ಗಳು ಅಥವಾ	[424, 587, 584, 610]
progesterone-label: PROGESTERONE	[630, 182, 722, 193]
procession-caption: ಅಖಿಲ ಭಾರತ ವೀರಶೈವ ಲಿಂಗಾಯತ ಮಹಾಸಭಾ ಜಿಲ್ಲಾ ಘಟಕ ವೀರಶೈವ ಲಿಂಗಾಯತ ತಾಲೂಕು ಹಾಗೂ ನಗರ ಘಟಕ ಮತ್ತು ಜಿಲ್ಲಾಡಳಿತದ ಸಹಯೋಗದೊಂದಿಗೆ ಶನಿವಾರ ನಗರದಲ್ಲಿ ವಿಶ್ವಗುರು ಶ್ರೀ ಬಸವೇಶ್ವರ ಹಾಗೂ ಶಿವಶರಣೆ ಹೇಮರೆಡ್ಡಿ ಮಲ್ಲಮ್ಮನ ಜಯಂತಿಯನ್ನು ಅತಿ ವಿಜೃಂಭಣೆಯಿಂದ ಜರುಗಿಸಿದ್ದು ಈ ಸಂದರ್ಭದಲ್ಲಿ ನಗರದ ಕೊಟ್ಟೂರುಸ್ವಾಮಿ ಮಠದಿಂದ ಬಸವೇಶ್ವರ ಪುತ್ಥಳಿಯವರೆಗೂ ಮೆರವಣಿಗೆ ಜರುಗಿತು. ಈ ಸಂದರ್ಭದಲ್ಲಿ ಸುಮಂಗಲಿಯರು ಪೂರ್ಣ ಕುಂಭ ಹೊತ್ತು ಸಾಗಿದರು. ಹಲವಾರು ಕಲಾ ತಂಡಗಳು ಭಾಗಿಯಾಗಿದ್ದವು.	[14, 1447, 931, 1472]
paragraph: ಅಂಡೋತ್ಪತ್ತಿಯ ನಂತರ, ವಿಶೇಷವಾಗಿ ಅಂಡಾಶಯದಲ್ಲಿ ಮತ್ತು ಗರ್ಭಾವಸ್ಥೆಯಲ್ಲಿ ಜರಾಯುವಿನಿಂದ ಪ್ರೊಜೆಸ್ಟರಾನ್ ಉತ್ಪತ್ತಿಯಾಗುತ್ತದೆ. ಇದು ಫಲವತ್ತಾದ ಅಂಡದ ಅಳವಡಿಕೆಗಾಗಿ ಗರ್ಭಕೋಶದ ಒಳಪದರವನ್ನು ಸಿದ್ಧಪಡಿಸುತ್ತದೆ ಮತ್ತು ಆರಂಭಿಕ ಗರ್ಭಧಾರಣೆಯನ್ನು ಬೆಂಬಲಿಸುತ್ತದೆ. ಇದು ಮೆದುಳಿನ ಮೇಲೆ ಶಾಂತಗೊಳಿಸುವ ಪರಿಣಾಮವನ್ನು ಬೀರುತ್ತದೆ, ನಿದ್ರೆ ಮಾಡಲು ಸಹಾಯ ಮಾಡುತ್ತದೆ ಮತ್ತು ಆತಂಕವನ್ನು ಕಡಿಮೆ ಮಾಡುತ್ತದೆ.	[424, 422, 584, 532]
paragraph: ‘ಇದರಿಂದ ಡ್ರೋನ್ ವಿರುದ್ಧದ ಯುದ್ಧದಲ್ಲಿ ಪರಿಣಾಮಕಾರಿಯಾಗಿದೆ – ಡ್ರೋನ್-ಡಿಟೆಕ್ಟ್, ಡಿಟರ್ ಮತ್ತು ಡಿಸ್ಟ್ರಾಯ್ (ಡಿ4) ಸಿಸ್ಟಂ ನ್ನು ಮೂರು ಸೇನೆಗಳಲ್ಲಿ ಯಶಸ್ವಿಯಾಗಿ	[250, 1015, 415, 1063]
drdo-column-3	[592, 970, 746, 1163]
d4-system-plate: D4 SYSTEM	[621, 899, 667, 907]
paragraph: ಹೀಗೆ ಜನ್ಮ ಮರಣಗಳಿಂದ ಮುಕ್ತಿಯನ್ನು ಪಡೆಯಲು ನನ್ನನ್ನು ಆಶ್ರಯಿಸಿಕೊಂಡು ನಿರಂತರ ಸಾಧನೆಯನ್ನು ಮಾಡುವವರು ಬ್ರಹ್ಮವನ್ನೂ, ಅಧ್ಯಾತ್ಮವನ್ನೂ ಮತ್ತು ಕರ್ಮವನ್ನು ಸಮಗ್ರವಾಗಿ ತಿಳಿದುಕೊಳ್ಳುತ್ತಾರೆ.	[18, 233, 230, 268]
procession-photo	[12, 1228, 933, 1440]
